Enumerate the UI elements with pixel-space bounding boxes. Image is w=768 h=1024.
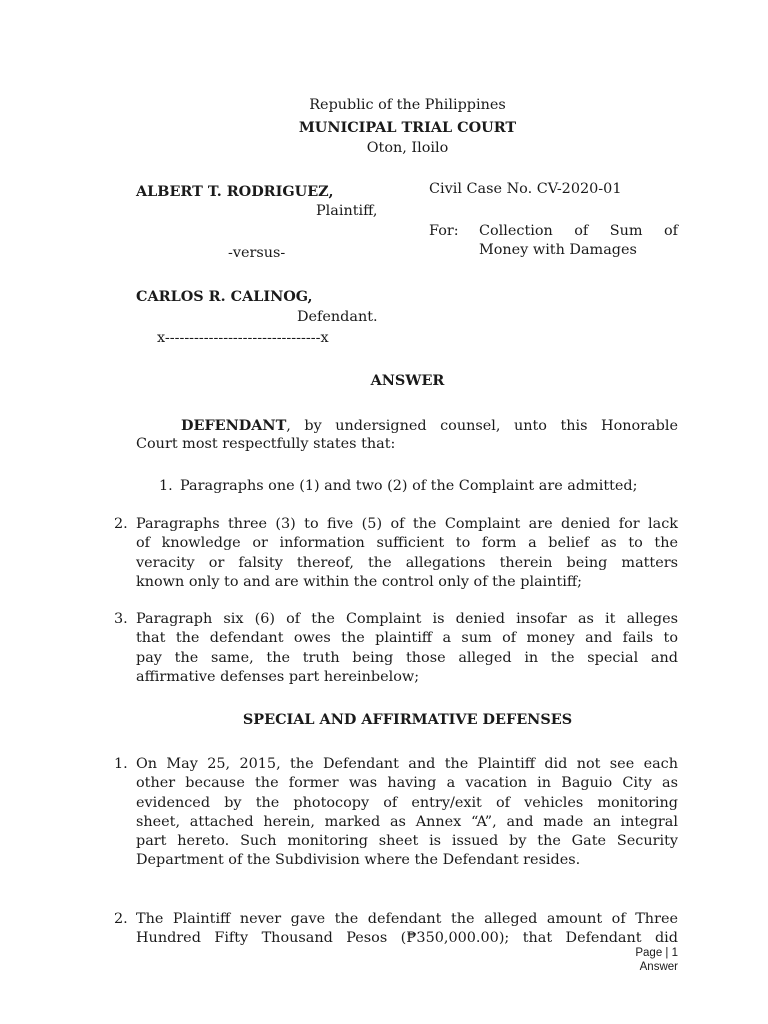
- section-heading: SPECIAL AND AFFIRMATIVE DEFENSES: [242, 711, 573, 728]
- defense-2-line-1: The Plaintiff never gave the defendant the alleged amount of Three: [136, 911, 678, 927]
- intro-lead: DEFENDANT: [181, 417, 287, 434]
- defense-1-line-1: On May 25, 2015, the Defendant and the Plaintiff did not see each: [136, 756, 678, 772]
- intro-line-1: [136, 416, 678, 436]
- answer-1-line-1: Paragraphs one (1) and two (2) of the Complaint are admitted;: [180, 478, 638, 494]
- defense-1-line-3: evidenced by the photocopy of entry/exit of vehicles monitoring: [136, 794, 678, 811]
- answer-2-line-3: veracity or falsity thereof, the allegations therein being matters: [136, 554, 678, 571]
- defendant-role: Defendant.: [297, 309, 378, 325]
- answer-3-body: [136, 610, 678, 687]
- defense-2-number: 2.: [114, 911, 128, 927]
- defense-1-line-5: part hereto. Such monitoring sheet is issued by the Gate Security: [136, 833, 678, 850]
- defense-2-line-2: Hundred Fifty Thousand Pesos (₱350,000.00); that Defendant did: [136, 930, 678, 947]
- plaintiff-role: Plaintiff,: [316, 203, 378, 219]
- defendant-name: CARLOS R. CALINOG,: [136, 288, 313, 305]
- answer-3-line-3: pay the same, the truth being those alleged in the special and: [136, 649, 678, 666]
- answer-3-line-2: that the defendant owes the plaintiff a sum of money and fails to: [136, 630, 678, 647]
- for-label: For:: [429, 223, 459, 239]
- answer-2-line-1: Paragraphs three (3) to five (5) of the Complaint are denied for lack: [136, 516, 678, 532]
- answer-2-line-2: of knowledge or information sufficient to form a belief as to the: [136, 535, 678, 552]
- defense-1-line-2: other because the former was having a vacation in Baguio City as: [136, 775, 678, 792]
- case-number: Civil Case No. CV-2020-01: [429, 181, 622, 197]
- answer-2-body: [136, 515, 678, 592]
- footer-doc-name: Answer: [639, 961, 678, 973]
- for-line-1: Collection of Sum of: [479, 223, 678, 239]
- answer-3-line-1: Paragraph six (6) of the Complaint is denied insofar as it alleges: [136, 611, 678, 627]
- defense-1-line-4: sheet, attached herein, marked as Annex “A”, and made an integral: [136, 813, 678, 830]
- page-number: Page | 1: [635, 947, 678, 959]
- document-title: ANSWER: [370, 372, 445, 389]
- versus-text: -versus-: [228, 245, 286, 261]
- caption-separator: x--------------------------------x: [157, 330, 329, 346]
- answer-2-number: 2.: [114, 516, 128, 532]
- answer-2-line-4: known only to and are within the control only of the plaintiff;: [136, 573, 582, 590]
- defense-1-number: 1.: [114, 756, 128, 772]
- court-location: Oton, Iloilo: [366, 140, 449, 156]
- defense-1-body: [136, 755, 678, 871]
- plaintiff-name: ALBERT T. RODRIGUEZ,: [136, 183, 334, 200]
- answer-3-number: 3.: [114, 611, 128, 627]
- answer-1-number: 1.: [159, 478, 173, 494]
- answer-3-line-4: affirmative defenses part hereinbelow;: [136, 668, 420, 685]
- intro-line-2: Court most respectfully states that:: [136, 436, 396, 452]
- intro-rest: , by undersigned counsel, unto this Honorable: [286, 418, 678, 434]
- defense-2-body: [136, 910, 678, 949]
- republic-line: Republic of the Philippines: [309, 97, 506, 113]
- court-name: MUNICIPAL TRIAL COURT: [298, 119, 517, 136]
- defense-1-line-6: Department of the Subdivision where the Defendant resides.: [136, 852, 581, 869]
- for-line-2: Money with Damages: [479, 242, 637, 258]
